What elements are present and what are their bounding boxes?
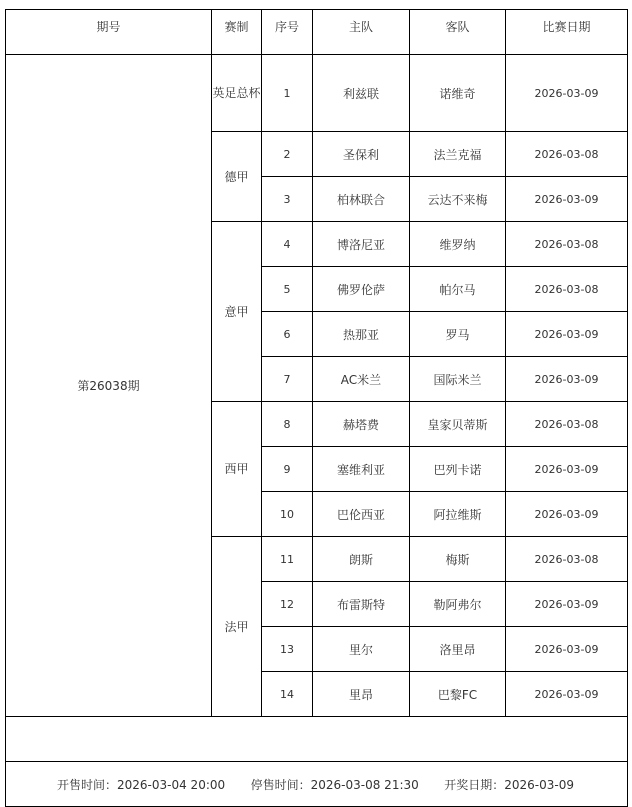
match-index: 7 [262, 357, 313, 402]
match-index: 14 [262, 672, 313, 717]
match-date: 2026-03-09 [506, 492, 628, 537]
match-index: 13 [262, 627, 313, 672]
match-date: 2026-03-09 [506, 447, 628, 492]
home-team: 布雷斯特 [313, 582, 410, 627]
home-team: 佛罗伦萨 [313, 267, 410, 312]
league-cell: 英足总杯 [212, 55, 262, 132]
away-team: 帕尔马 [410, 267, 506, 312]
home-team: 赫塔费 [313, 402, 410, 447]
match-index: 10 [262, 492, 313, 537]
match-index: 1 [262, 55, 313, 132]
match-index: 3 [262, 177, 313, 222]
match-date: 2026-03-08 [506, 402, 628, 447]
away-team: 皇家贝蒂斯 [410, 402, 506, 447]
away-team: 诺维奇 [410, 55, 506, 132]
away-team: 云达不来梅 [410, 177, 506, 222]
match-index: 2 [262, 132, 313, 177]
match-date: 2026-03-08 [506, 222, 628, 267]
header-home: 主队 [313, 10, 410, 55]
match-date: 2026-03-08 [506, 537, 628, 582]
match-date: 2026-03-09 [506, 312, 628, 357]
home-team: 博洛尼亚 [313, 222, 410, 267]
header-date: 比赛日期 [506, 10, 628, 55]
away-team: 阿拉维斯 [410, 492, 506, 537]
league-cell: 德甲 [212, 132, 262, 222]
match-index: 9 [262, 447, 313, 492]
match-date: 2026-03-09 [506, 672, 628, 717]
home-team: 热那亚 [313, 312, 410, 357]
match-index: 4 [262, 222, 313, 267]
match-date: 2026-03-08 [506, 267, 628, 312]
away-team: 国际米兰 [410, 357, 506, 402]
match-index: 11 [262, 537, 313, 582]
spacer-row [6, 717, 628, 762]
match-index: 6 [262, 312, 313, 357]
away-team: 梅斯 [410, 537, 506, 582]
home-team: 利兹联 [313, 55, 410, 132]
league-cell: 法甲 [212, 537, 262, 717]
sale-close-time: 停售时间：2026-03-08 21:30 [250, 777, 419, 792]
match-date: 2026-03-08 [506, 132, 628, 177]
sale-open-time: 开售时间：2026-03-04 20:00 [57, 777, 226, 792]
away-team: 洛里昂 [410, 627, 506, 672]
home-team: 朗斯 [313, 537, 410, 582]
match-row [6, 55, 628, 132]
away-team: 维罗纳 [410, 222, 506, 267]
header-period: 期号 [6, 10, 212, 55]
header-league: 赛制 [212, 10, 262, 55]
away-team: 巴黎FC [410, 672, 506, 717]
home-team: 柏林联合 [313, 177, 410, 222]
period-cell: 第26038期 [6, 55, 212, 717]
match-date: 2026-03-09 [506, 582, 628, 627]
schedule-table [5, 9, 628, 807]
away-team: 罗马 [410, 312, 506, 357]
header-index: 序号 [262, 10, 313, 55]
match-date: 2026-03-09 [506, 55, 628, 132]
header-away: 客队 [410, 10, 506, 55]
footer-row [6, 762, 628, 807]
match-index: 5 [262, 267, 313, 312]
match-date: 2026-03-09 [506, 357, 628, 402]
home-team: 塞维利亚 [313, 447, 410, 492]
match-date: 2026-03-09 [506, 177, 628, 222]
home-team: 里昂 [313, 672, 410, 717]
draw-date: 开奖日期：2026-03-09 [444, 777, 574, 792]
home-team: AC米兰 [313, 357, 410, 402]
match-index: 12 [262, 582, 313, 627]
away-team: 勒阿弗尔 [410, 582, 506, 627]
league-cell: 西甲 [212, 402, 262, 537]
away-team: 巴列卡诺 [410, 447, 506, 492]
home-team: 圣保利 [313, 132, 410, 177]
home-team: 里尔 [313, 627, 410, 672]
league-cell: 意甲 [212, 222, 262, 402]
header-row [6, 10, 628, 55]
away-team: 法兰克福 [410, 132, 506, 177]
home-team: 巴伦西亚 [313, 492, 410, 537]
match-date: 2026-03-09 [506, 627, 628, 672]
match-index: 8 [262, 402, 313, 447]
